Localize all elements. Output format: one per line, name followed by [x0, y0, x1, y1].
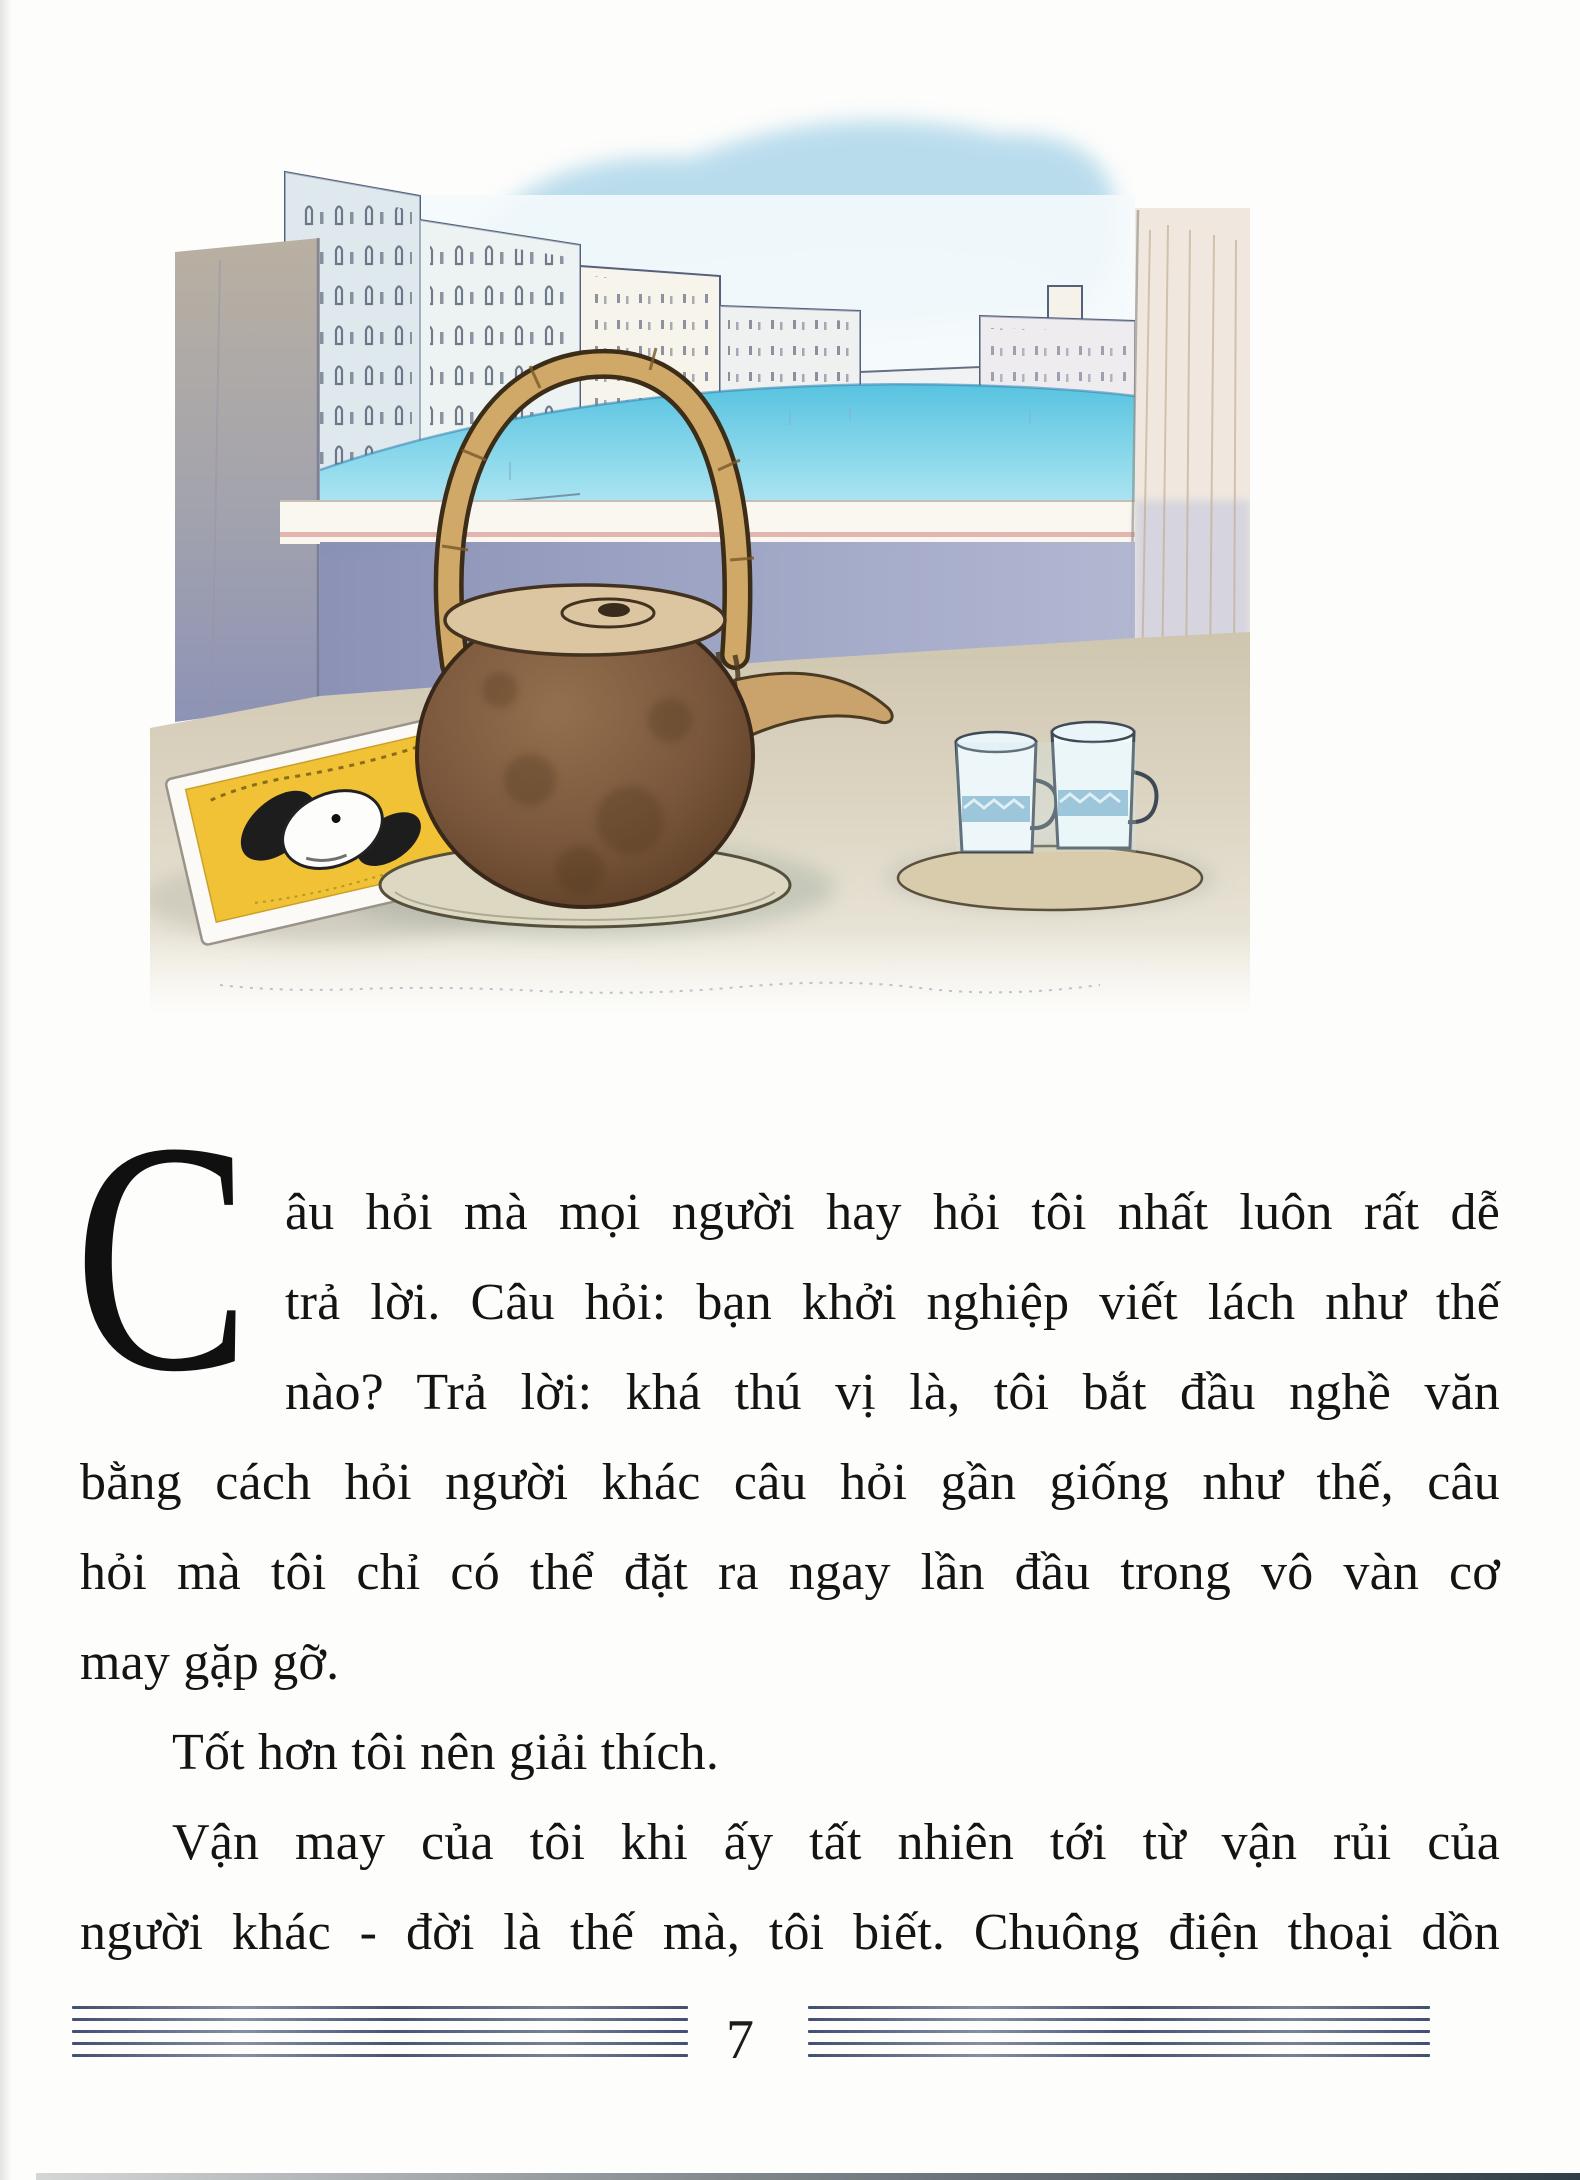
illustration-canvas	[150, 80, 1250, 1015]
body-text-line: trả lời. Câu hỏi: bạn khởi nghiệp viết lách như thế	[285, 1274, 1500, 1331]
footer-rule-group-left	[72, 2006, 688, 2066]
footer-rule	[808, 2030, 1430, 2033]
paper-edge-left	[0, 0, 12, 2180]
teapot-lid	[445, 585, 725, 655]
footer-rule	[808, 2042, 1430, 2045]
body-text-line: may gặp gỡ.	[80, 1634, 340, 1691]
left-jamb	[175, 238, 320, 722]
footer-rule	[808, 2006, 1430, 2009]
body-text-line: Vận may của tôi khi ấy tất nhiên tới từ vận rủi của	[172, 1814, 1500, 1871]
body-text-line: người khác - đời là thế mà, tôi biết. Chuông điện thoại dồn	[80, 1904, 1500, 1961]
cup-saucer	[898, 846, 1202, 910]
footer-rule	[72, 2054, 688, 2057]
footer-rule	[72, 2018, 688, 2021]
drop-cap: C	[74, 1075, 251, 1440]
footer-rule	[72, 2030, 688, 2033]
footer-rule	[72, 2042, 688, 2045]
window-sill	[280, 500, 1135, 544]
body-text-line: bằng cách hỏi người khác câu hỏi gần giống như thế, câu	[80, 1454, 1500, 1511]
page-number: 7	[726, 2009, 754, 2071]
right-curtain	[1130, 208, 1250, 690]
body-text	[80, 1168, 1500, 1978]
body-text-line: âu hỏi mà mọi người hay hỏi tôi nhất luôn rất dễ	[285, 1184, 1500, 1241]
venice-canal-view	[285, 172, 1135, 555]
body-text-line: Tốt hơn tôi nên giải thích.	[172, 1724, 720, 1781]
footer-rule	[72, 2006, 688, 2009]
footer-rule	[808, 2018, 1430, 2021]
body-text-line: nào? Trả lời: khá thú vị là, tôi bắt đầu nghề văn	[285, 1364, 1500, 1421]
footer-rule-group-right	[808, 2006, 1430, 2066]
body-text-line: hỏi mà tôi chỉ có thể đặt ra ngay lần đầu trong vô vàn cơ	[80, 1544, 1500, 1601]
footer-rule	[808, 2054, 1430, 2057]
watercolor-illustration	[150, 80, 1250, 1015]
paper-edge-bottom	[36, 2173, 1580, 2180]
